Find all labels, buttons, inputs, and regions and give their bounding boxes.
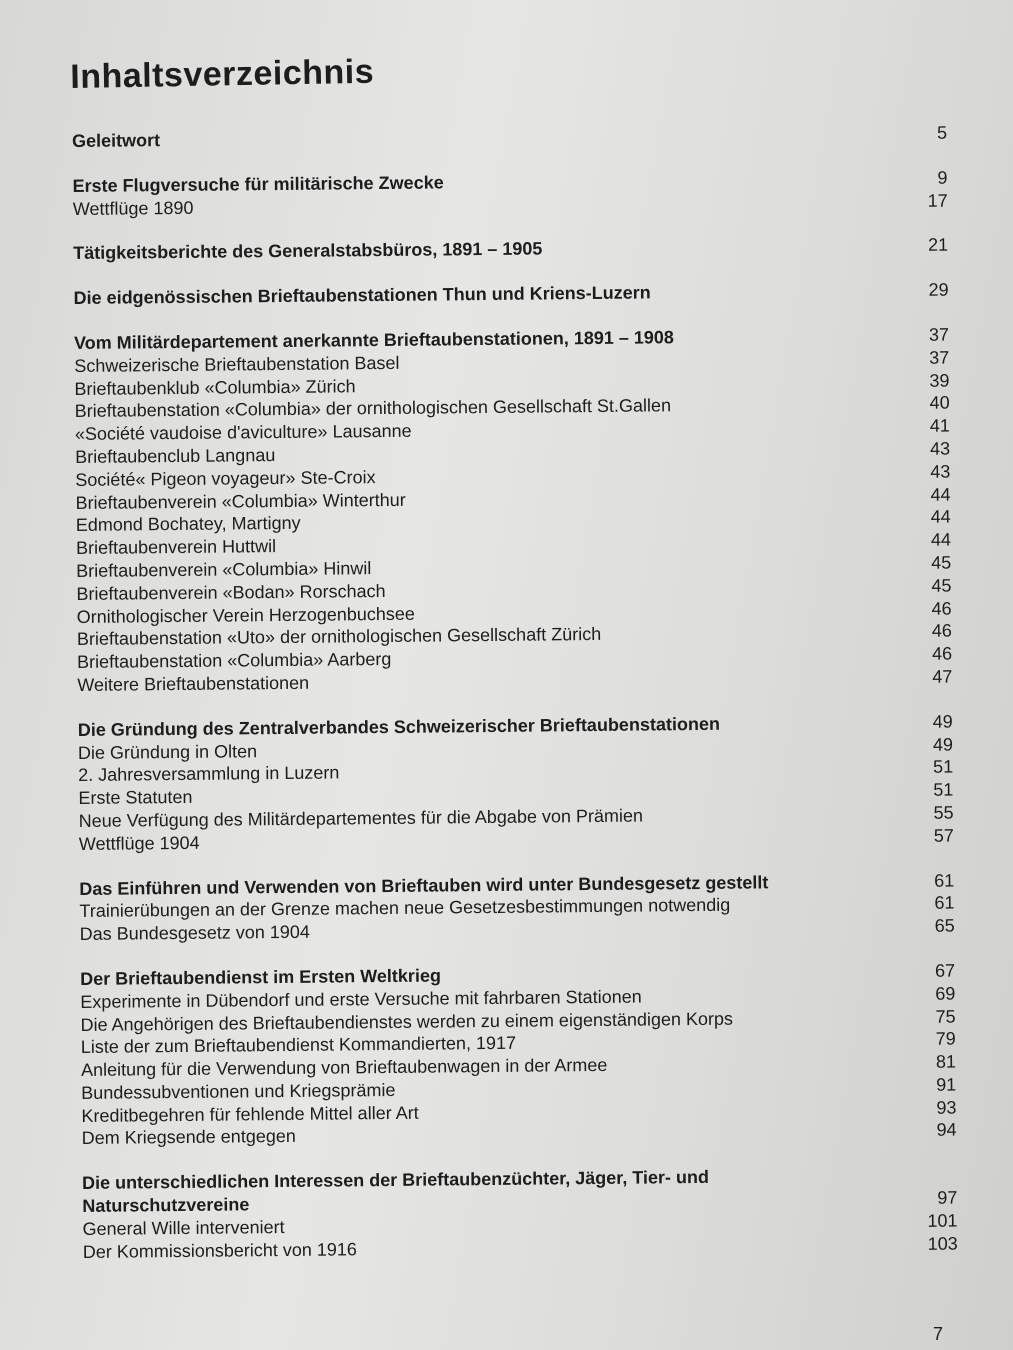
toc-entry-title: Das Bundesgesetz von 1904 [79,921,310,945]
toc-entry-page: 65 [934,915,955,936]
toc-entry-title: Brieftaubenclub Langnau [75,445,276,467]
toc-entry-title: Société« Pigeon voyageur» Ste-Croix [75,466,376,490]
toc-entry-title: Wettflüge 1904 [78,832,200,854]
toc-heading-page: 9 [937,167,948,188]
toc-section [79,869,955,946]
toc-entry-title: Trainierübungen an der Grenze machen neue Gesetzesbestimmungen notwendig [79,895,731,922]
toc-entry-title: Brieftaubenverein «Bodan» Rorschach [76,580,386,604]
toc-entry-page: 46 [931,620,952,642]
toc-entry-page: 103 [927,1233,958,1254]
toc-entry-page: 37 [929,347,950,368]
toc-entry-page: 79 [935,1028,956,1050]
toc-heading-title-line2: Naturschutzvereine [82,1194,250,1217]
page-title: Inhaltsverzeichnis [70,52,375,96]
toc-heading-title: Die Gründung des Zentralverbandes Schweizerischer Brieftaubenstationen [77,713,720,740]
toc-heading-title: Die eidgenössischen Brieftaubenstationen Thun und Kriens-Luzern [73,282,651,309]
toc-section [80,959,957,1150]
toc-entry-page: 55 [933,802,954,823]
toc-entry-title: Erste Statuten [78,786,193,809]
toc-section [74,324,952,697]
toc-entry-page: 43 [929,438,951,459]
toc-entry-page: 81 [935,1051,957,1072]
toc-entry-page: 46 [931,598,952,619]
toc-heading-page: 61 [934,870,955,891]
toc-entry-page: 94 [936,1120,957,1141]
toc-entry-title: Brieftaubenstation «Columbia» Aarberg [77,649,392,673]
toc-section [72,122,947,153]
toc-entry-page: 43 [930,461,951,482]
toc-entry-page: 17 [927,190,948,211]
toc-heading-page: 37 [928,324,950,345]
toc-entry-title: Brieftaubenstation «Uto» der ornithologischen Gesellschaft Zürich [76,624,602,650]
toc-entry-title: Brieftaubenklub «Columbia» Zürich [74,375,356,399]
toc-entry-title: «Société vaudoise d'aviculture» Lausanne [74,420,412,445]
toc-entry-title: Bundessubventionen und Kriegsprämie [81,1079,396,1103]
toc-entry-title: Dem Kriegsende entgegen [81,1126,296,1149]
toc-heading-title: Der Brieftaubendienst im Ersten Weltkrieg [80,965,441,989]
toc-entry-title: Brieftaubenverein «Columbia» Hinwil [76,558,372,581]
toc-entry-title: General Wille interveniert [82,1216,285,1239]
toc-heading [73,234,948,265]
toc-entry-page: 45 [931,575,952,596]
toc-entry-page: 40 [929,392,950,414]
toc-heading-title: Vom Militärdepartement anerkannte Brieftaubenstationen, 1891 – 1908 [73,327,674,353]
toc-heading-page: 21 [928,234,949,256]
toc-entry-title: Kreditbegehren für fehlende Mittel aller Art [81,1102,419,1126]
toc-heading-title: Das Einführen und Verwenden von Brieftauben wird unter Bundesgesetz gestellt [79,871,769,899]
toc-entry-page: 101 [927,1210,958,1231]
toc-entry-title: Brieftaubenstation «Columbia» der ornithologischen Gesellschaft St.Gallen [74,395,672,422]
toc-entry-page: 44 [930,506,951,528]
toc-entry-page: 75 [935,1006,956,1027]
toc-entry-page: 51 [933,779,954,800]
toc-entry-title: Ornithologischer Verein Herzogenbuchsee [76,603,415,627]
toc-entry-title: Brieftaubenverein Huttwil [75,536,277,559]
toc-entry-title: Schweizerische Brieftaubenstation Basel [74,352,400,376]
toc-entry-title: 2. Jahresversammlung in Luzern [78,762,340,786]
toc-entry-page: 91 [936,1074,957,1095]
toc-entry-title: Anleitung für die Verwendung von Brieftaubenwagen in der Armee [80,1054,608,1081]
toc-heading-page: 49 [932,711,953,732]
toc-entry-page: 44 [930,484,951,505]
toc-entry-title: Die Gründung in Olten [77,740,258,763]
toc-entry-page: 69 [935,983,956,1004]
toc-entry-page: 44 [930,529,952,550]
toc-entry-page: 45 [931,552,952,573]
toc-heading-title: Die unterschiedlichen Interessen der Brieftaubenzüchter, Jäger, Tier- und [82,1167,710,1194]
toc-heading-page: 29 [928,279,949,300]
toc-entry-title: Die Angehörigen des Brieftaubendienstes werden zu einem eigenständigen Korps [80,1008,734,1035]
toc-heading-title: Tätigkeitsberichte des Generalstabsbüros, 1891 – 1905 [73,238,543,264]
toc-entry-page: 41 [929,415,950,436]
toc-entry-title: Edmond Bochatey, Martigny [75,513,301,536]
toc-entry-title: Der Kommissionsbericht von 1916 [82,1238,357,1262]
toc-entry-title: Weitere Brieftaubenstationen [77,672,310,695]
toc-heading [72,122,947,153]
toc-entry-page: 39 [929,370,950,391]
toc-heading-page: 67 [934,960,956,981]
toc-heading-title: Geleitwort [72,130,161,151]
toc-heading-page: 97 [937,1187,958,1208]
toc-entry-page: 57 [933,825,954,846]
toc-entry-title: Experimente in Dübendorf und erste Versuche mit fahrbaren Stationen [80,986,642,1012]
toc-entry-page: 47 [932,666,953,687]
toc-entry-page: 93 [936,1097,957,1118]
toc-heading-page: 5 [936,122,948,143]
toc-heading [74,279,949,310]
toc-entry-page: 49 [932,734,954,755]
page-number: 7 [932,1324,943,1344]
toc-entry-page: 51 [933,756,954,778]
toc-section [82,1164,958,1264]
toc-section [78,710,954,855]
toc-section [73,234,948,265]
toc-entry-page: 46 [931,643,953,664]
toc-heading-title: Erste Flugversuche für militärische Zwecke [72,172,444,196]
table-of-contents [72,122,958,1286]
toc-entry-title: Neue Verfügung des Militärdepartementes für die Abgabe von Prämien [78,805,644,831]
toc-section [74,279,949,310]
toc-entry-page: 61 [934,892,955,914]
toc-entry-title: Brieftaubenverein «Columbia» Winterthur [75,489,406,513]
toc-entry-title: Liste der zum Brieftaubendienst Kommandierten, 1917 [80,1033,517,1058]
toc-entry-title: Wettflüge 1890 [72,197,194,219]
toc-section [72,166,947,220]
